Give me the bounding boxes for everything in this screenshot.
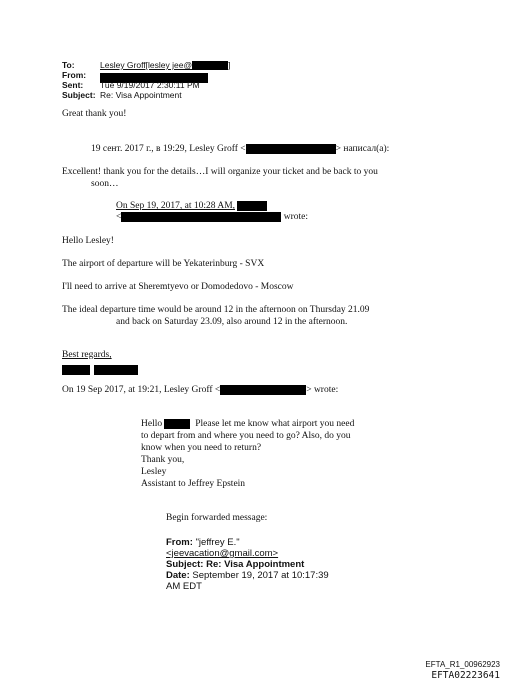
quote-ru-line — [91, 144, 389, 154]
fwd-from — [166, 537, 240, 548]
q-line-1 — [141, 419, 354, 429]
fwd-from-value: "jeffrey E." — [195, 537, 240, 548]
redaction-block — [121, 212, 281, 222]
excellent-line-1: Excellent! thank you for the details…I will organize your ticket and be back to you — [62, 167, 378, 177]
redaction-block — [246, 144, 336, 154]
quote-ru-text: 19 сент. 2017 г., в 19:29, Lesley Groff < — [91, 144, 246, 155]
fwd-date-2: AM EDT — [166, 581, 202, 592]
best-regards — [62, 350, 112, 360]
airport-departure-line: The airport of departure will be Yekaterinburg - SVX — [62, 259, 265, 269]
quote-ru-end: > написал(а): — [335, 144, 390, 155]
fwd-subject-value: Re: Visa Appointment — [206, 559, 305, 570]
redaction-block — [62, 365, 90, 375]
to-address: Lesley Groff[lesley jee@ — [100, 60, 193, 70]
q-assistant: Assistant to Jeffrey Epstein — [141, 479, 246, 489]
ideal-line-2: and back on Saturday 23.09, also around 12 in the afternoon. — [116, 317, 348, 327]
sent-value: Tue 9/19/2017 2:30:11 PM — [100, 80, 200, 90]
fwd-date-label: Date: — [166, 570, 190, 581]
on-sep-line-1 — [116, 201, 267, 211]
bates-number-2: EFTA02223641 — [431, 670, 500, 681]
best-regards-text: Best regards, — [62, 350, 112, 360]
fwd-date — [166, 570, 329, 581]
redaction-block — [220, 385, 306, 395]
to-label: To: — [62, 60, 75, 70]
q-line-3: know when you need to return? — [141, 443, 262, 453]
airport-arrival-line: I'll need to arrive at Sheremtyevo or Domodedovo - Moscow — [62, 282, 294, 292]
q-line1-rest: Please let me know what airport you need — [195, 419, 355, 430]
fwd-date-value: September 19, 2017 at 10:17:39 — [192, 570, 329, 581]
fwd-subject-label: Subject: — [166, 559, 204, 570]
sent-label: Sent: — [62, 80, 84, 90]
to-close: ] — [228, 60, 231, 70]
redaction-block — [237, 201, 267, 211]
fwd-from-label: From: — [166, 537, 193, 548]
ideal-line-1: The ideal departure time would be around 12 in the afternoon on Thursday 21.09 — [62, 305, 370, 315]
q-thank: Thank you, — [141, 455, 185, 465]
hello-line: Hello Lesley! — [62, 236, 114, 246]
redaction-block — [94, 365, 138, 375]
q-line-2: to depart from and where you need to go? Also, do you — [141, 431, 351, 441]
on-sep-date: On Sep 19, 2017, at 10:28 AM, — [116, 201, 236, 212]
excellent-line-2: soon… — [91, 179, 119, 189]
redaction-block — [164, 419, 190, 429]
on-sep-line-2 — [116, 212, 308, 222]
bates-number-1: EFTA_R1_00962923 — [425, 660, 500, 669]
fwd-subject — [166, 559, 304, 570]
on19-wrote: > wrote: — [306, 385, 339, 396]
on19-text: On 19 Sep 2017, at 19:21, Lesley Groff < — [62, 385, 221, 396]
q-hello: Hello — [141, 419, 163, 430]
signature-redaction — [62, 361, 138, 379]
on-sep-lt: < — [116, 212, 122, 223]
subject-label: Subject: — [62, 90, 96, 100]
fwd-begin: Begin forwarded message: — [166, 513, 268, 523]
subject-value: Re: Visa Appointment — [100, 90, 182, 100]
fwd-email — [166, 548, 278, 559]
q-lesley: Lesley — [141, 467, 167, 477]
on19-line — [62, 385, 338, 395]
on-sep-wrote: wrote: — [283, 212, 309, 223]
fwd-email-link[interactable]: <jeevacation@gmail.com> — [166, 548, 279, 559]
from-label: From: — [62, 70, 87, 80]
great-line: Great thank you! — [62, 109, 127, 119]
